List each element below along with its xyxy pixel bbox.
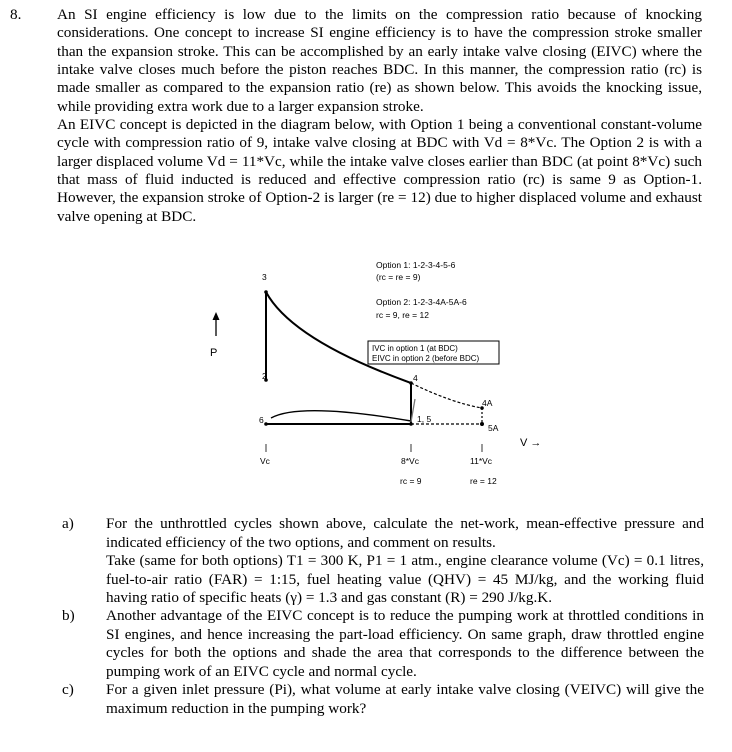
part-a-text: [106, 515, 704, 608]
point-6-marker: [264, 422, 268, 426]
question-number: 8.: [10, 6, 22, 23]
part-a-line1: For the unthrottled cycles shown above, calculate the net-work, mean-effective pressure and indicated efficiency of the two options, and comment on results.: [106, 515, 704, 551]
option2-ratio: rc = 9, re = 12: [376, 310, 429, 320]
intro-paragraph-1: An SI engine efficiency is low due to the limits on the compression ratio because of knocking considerations. One concept to increase SI engine efficiency is to have the compression stroke smaller than the expansion stroke. This can be accomplished by an early intake valve closing (EIVC) where the intake valve closes much before the piston reaches BDC. In this manner, the compression ratio (rc) is made smaller as compared to the expansion ratio (re) as shown below. This avoids the knocking issue, while providing extra work due to a larger expansion stroke.: [57, 6, 702, 115]
option1-title: Option 1: 1-2-3-4-5-6: [376, 260, 456, 270]
point-3-marker: [264, 290, 268, 294]
part-c-text: For a given inlet pressure (Pi), what volume at early intake valve closing (VEIVC) will give the maximum reduction in the pumping work?: [106, 681, 704, 717]
point-1-5-marker: [409, 422, 413, 426]
part-c-label: c): [62, 681, 74, 698]
option2-title: Option 2: 1-2-3-4A-5A-6: [376, 297, 467, 307]
expansion-extension-4A: [411, 383, 482, 408]
point-4A-label: 4A: [482, 398, 493, 408]
ivc-callout-line1: IVC in option 1 (at BDC): [372, 344, 458, 353]
part-a-label: a): [62, 515, 74, 532]
intro-paragraph-2: An EIVC concept is depicted in the diagram below, with Option 1 being a conventional constant-volume cycle with compression ratio of 9, intake valve closing at BDC with Vd = 8*Vc. The Option 2 is with a larger displaced volume Vd = 11*Vc, while the intake valve closes earlier than BDC (at point 8*Vc) such that mass of fluid inducted is reduced and effective compression ratio (rc) is same 9 as Option-1. However, the expansion stroke of Option-2 is larger (re = 12) due to higher displaced volume and exhaust valve opening at BDC.: [57, 116, 702, 225]
tick-label-vc: Vc: [260, 456, 270, 466]
y-axis-arrowhead: [213, 312, 220, 320]
point-5A-label: 5A: [488, 423, 499, 433]
point-1-5-label: 1, 5: [417, 414, 432, 424]
part-b-text: Another advantage of the EIVC concept is to reduce the pumping work at throttled conditions in SI engines, and hence increasing the part-load efficiency. On same graph, draw throttled engine cycles for both the options and shade the area that corresponds to the difference between the pumping work of an EIVC cycle and normal cycle.: [106, 607, 704, 680]
part-a-line2: Take (same for both options) T1 = 300 K, P1 = 1 atm., engine clearance volume (Vc) = 0.1 litres, fuel-to-air ratio (FAR) = 1:15, fuel heating value (QHV) = 45 MJ/kg, and the working fluid having ratio of specific heats (γ) = 1.3 and gas constant (R) = 290 J/kg.K.: [106, 552, 704, 606]
tick-label-rc9: rc = 9: [400, 476, 422, 486]
tick-label-11vc: 11*Vc: [470, 456, 493, 466]
part-b-label: b): [62, 607, 75, 624]
point-4-label: 4: [413, 373, 418, 383]
point-5A-marker: [480, 422, 484, 426]
point-3-label: 3: [262, 272, 267, 282]
tick-label-8vc: 8*Vc: [401, 456, 419, 466]
y-axis-label: P: [210, 347, 218, 359]
point-6-label: 6: [259, 415, 264, 425]
tick-label-re12: re = 12: [470, 476, 497, 486]
compression-curve: [271, 411, 411, 421]
x-axis-label: V →: [520, 437, 542, 449]
ivc-callout-line2: EIVC in option 2 (before BDC): [372, 354, 480, 363]
option1-ratio: (rc = re = 9): [376, 272, 421, 282]
point-2-label: 2: [262, 371, 267, 381]
